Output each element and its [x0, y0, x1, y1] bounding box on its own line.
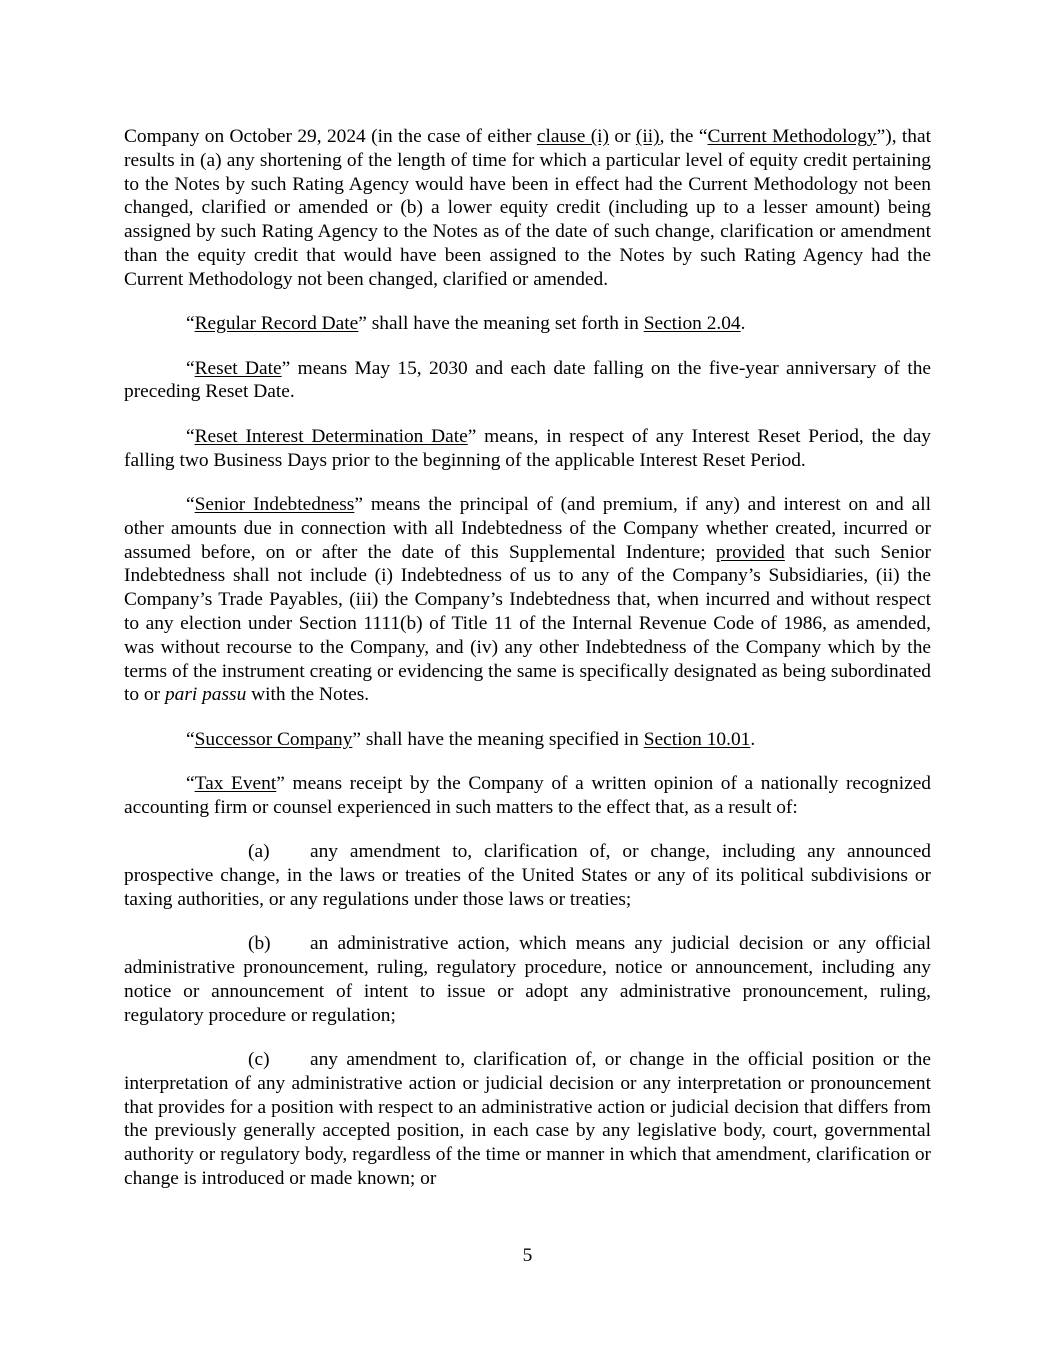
senior-indebtedness-term: Senior Indebtedness: [194, 493, 355, 515]
clause-text: any amendment to, clarification of, or change, including any announced prospective change, in the laws or treaties of the United States or any of its political subdivisions or taxing authorities, or any regulations under those laws or treaties;: [124, 841, 931, 910]
document-page: [124, 125, 931, 1211]
regular-record-date-term: Regular Record Date: [194, 313, 359, 335]
clause-i-reference: clause (i): [536, 126, 610, 147]
current-methodology-paragraph: Company on October 29, 2024 (in the case of either clause (i) or (ii), the “Current Methodology”), that results in (a) any shortening of the length of time for which a particular level of equity credit pertaining to the Notes by such Rating Agency would have been in effect had the Current Methodology not been changed, clarified or amended or (b) a lower equity credit (including up to a lesser amount) being assigned by such Rating Agency to the Notes as of the date of such change, clarification or amendment than the equity credit that would have been assigned to the Notes by such Rating Agency had the Current Methodology not been changed, clarified or amended.: [124, 126, 931, 290]
section-2-04-reference: Section 2.04: [643, 313, 741, 335]
successor-company-term: Successor Company: [194, 728, 353, 750]
senior-indebtedness-definition: “Senior Indebtedness” means the principal of (and premium, if any) and interest on and all other amounts due in connection with all Indebtedness of the Company whether created, incurred or assumed before, on or after the date of this Supplemental Indenture; provided that such Senior Indebtedness shall not include (i) Indebtedness of us to any of the Company’s Subsidiaries, (ii) the Company’s Trade Payables, (iii) the Company’s Indebtedness that, when incurred and without respect to any election under Section 1111(b) of Title 11 of the Internal Revenue Code of 1986, as amended, was without recourse to the Company, and (iv) any other Indebtedness of the Company which by the terms of the instrument creating or evidencing the same is specifically designated as being subordinated to or pari passu with the Notes.: [124, 493, 931, 706]
clause-label: (a): [248, 841, 270, 863]
successor-company-definition: “Successor Company” shall have the meaning specified in Section 10.01.: [186, 728, 756, 750]
reset-date-term: Reset Date: [194, 357, 282, 379]
clause-text: any amendment to, clarification of, or change in the official position or the interpretation of any administrative action or judicial decision or any interpretation or pronouncement that provides for a position with respect to an administrative action or judicial decision that differs from the previously generally accepted position, in each case by any legislative body, court, governmental authority or regulatory body, regardless of the time or manner in which that amendment, clarification or change is introduced or made known; or: [124, 1049, 931, 1190]
reset-date-definition: “Reset Date” means May 15, 2030 and each date falling on the five-year anniversary of the preceding Reset Date.: [124, 357, 932, 403]
tax-event-term: Tax Event: [194, 773, 277, 795]
tax-event-clause-c: [124, 1048, 931, 1191]
current-methodology-term: Current Methodology: [707, 126, 877, 147]
regular-record-date-definition: “Regular Record Date” shall have the meaning set forth in Section 2.04.: [186, 313, 746, 335]
tax-event-clause-b: [124, 932, 931, 1027]
tax-event-clause-a: [124, 840, 931, 911]
reset-interest-determination-date-definition: “Reset Interest Determination Date” means, in respect of any Interest Reset Period, the day falling two Business Days prior to the beginning of the applicable Interest Reset Period.: [124, 425, 931, 471]
page-number: 5: [522, 1245, 533, 1266]
provided-term: provided: [715, 541, 785, 563]
clause-label: (c): [248, 1049, 270, 1071]
clause-label: (b): [248, 933, 271, 955]
clause-ii-reference: (ii): [635, 126, 660, 147]
clause-text: an administrative action, which means any judicial decision or any official administrative pronouncement, ruling, regulatory procedure, notice or announcement, including any notice or announcement of intent to issue or adopt any administrative pronouncement, ruling, regulatory procedure or regulation;: [124, 933, 931, 1026]
pari-passu-term: pari passu: [164, 684, 247, 706]
section-10-01-reference: Section 10.01: [643, 728, 751, 750]
reset-interest-determination-date-term: Reset Interest Determination Date: [194, 425, 468, 447]
tax-event-definition: “Tax Event” means receipt by the Company of a written opinion of a nationally recognized accounting firm or counsel experienced in such matters to the effect that, as a result of:: [124, 773, 932, 818]
